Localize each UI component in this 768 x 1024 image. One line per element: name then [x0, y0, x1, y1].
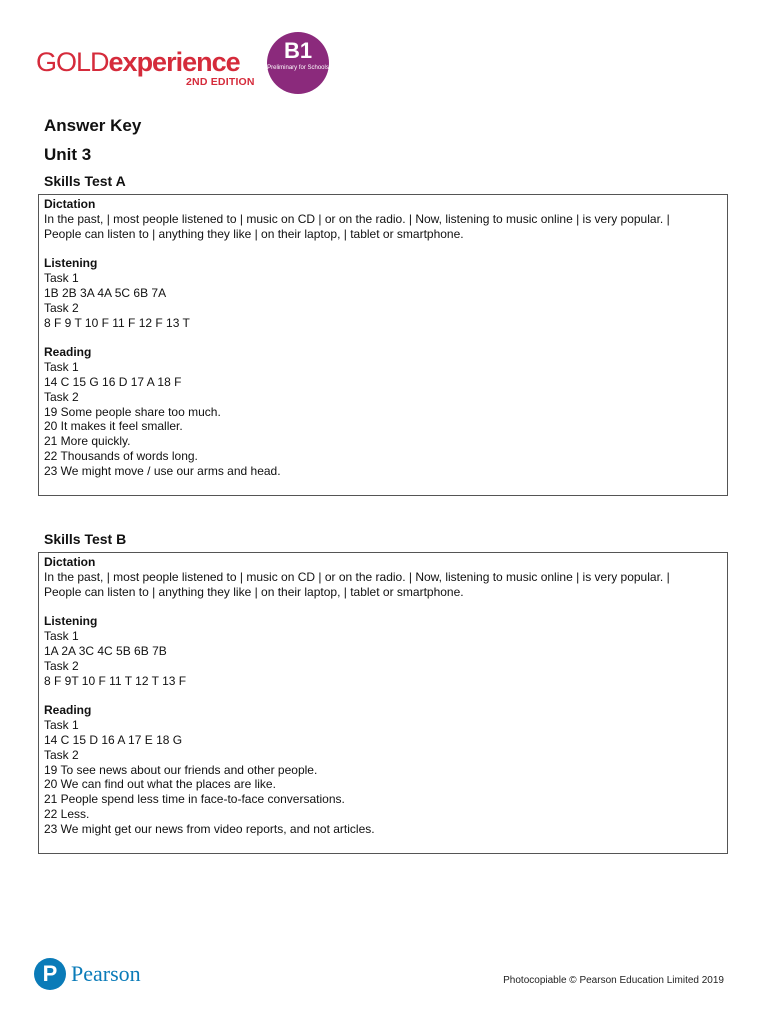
reading-line: 21 People spend less time in face-to-face conversations. [44, 792, 345, 807]
dictation-line: People can listen to | anything they like | on their laptop, | tablet or smartphone. [44, 226, 464, 241]
reading-line: Task 2 [44, 389, 79, 404]
reading-line: 14 C 15 G 16 D 17 A 18 F [44, 374, 182, 389]
reading-line: Task 1 [44, 360, 79, 375]
reading-line: Task 1 [44, 718, 79, 733]
dictation-line: In the past, | most people listened to | music on CD | or on the radio. | Now, listening to music online | is very popular. | [44, 211, 670, 226]
listening-line: 8 F 9T 10 F 11 T 12 T 13 F [44, 673, 187, 688]
level-badge [267, 32, 329, 94]
reading-line: 14 C 15 D 16 A 17 E 18 G [44, 732, 183, 747]
listening-line: Task 2 [44, 658, 79, 673]
dictation-line: People can listen to | anything they like | on their laptop, | tablet or smartphone. [44, 584, 464, 599]
reading-line: 20 We can find out what the places are like. [44, 777, 276, 792]
pearson-p-icon: P [34, 958, 66, 990]
reading-label: Reading [44, 345, 92, 360]
listening-line: 1A 2A 3C 4C 5B 6B 7B [44, 643, 167, 658]
reading-label: Reading [44, 703, 92, 718]
reading-line: 19 To see news about our friends and other people. [44, 762, 318, 777]
listening-label: Listening [44, 614, 98, 629]
gold-experience-logo [36, 47, 240, 77]
dictation-label: Dictation [44, 197, 96, 211]
answer-key-title: Answer Key [44, 116, 142, 135]
skills-test-a-box [38, 194, 728, 496]
level-sub-text: Preliminary for Schools [267, 65, 329, 71]
reading-line: 21 More quickly. [44, 434, 131, 449]
logo-experience-text: experience [108, 47, 240, 77]
pearson-wordmark: Pearson [71, 961, 141, 986]
reading-line: 22 Thousands of words long. [44, 448, 198, 463]
unit-title: Unit 3 [44, 145, 92, 164]
listening-label: Listening [44, 256, 98, 271]
reading-line: 20 It makes it feel smaller. [44, 419, 183, 434]
header [0, 0, 768, 110]
skills-test-a-heading: Skills Test A [44, 173, 126, 189]
logo-gold-text: GOLD [36, 47, 109, 77]
edition-label: 2ND EDITION [186, 76, 255, 88]
level-text: B1 [283, 38, 313, 63]
skills-test-b-box [38, 552, 728, 854]
skills-test-b-heading: Skills Test B [44, 531, 127, 547]
dictation-label: Dictation [44, 555, 96, 569]
reading-line: 23 We might get our news from video reports, and not articles. [44, 821, 375, 836]
listening-line: 1B 2B 3A 4A 5C 6B 7A [44, 285, 167, 300]
listening-line: 8 F 9 T 10 F 11 F 12 F 13 T [44, 315, 190, 330]
reading-line: 23 We might move / use our arms and head. [44, 463, 281, 478]
reading-line: 19 Some people share too much. [44, 404, 221, 419]
copyright-text: Photocopiable © Pearson Education Limited 2019 [503, 975, 724, 986]
reading-line: 22 Less. [44, 806, 90, 821]
listening-line: Task 1 [44, 271, 79, 286]
reading-line: Task 2 [44, 747, 79, 762]
listening-line: Task 2 [44, 300, 79, 315]
listening-line: Task 1 [44, 629, 79, 644]
dictation-line: In the past, | most people listened to | music on CD | or on the radio. | Now, listening to music online | is very popular. | [44, 569, 670, 584]
